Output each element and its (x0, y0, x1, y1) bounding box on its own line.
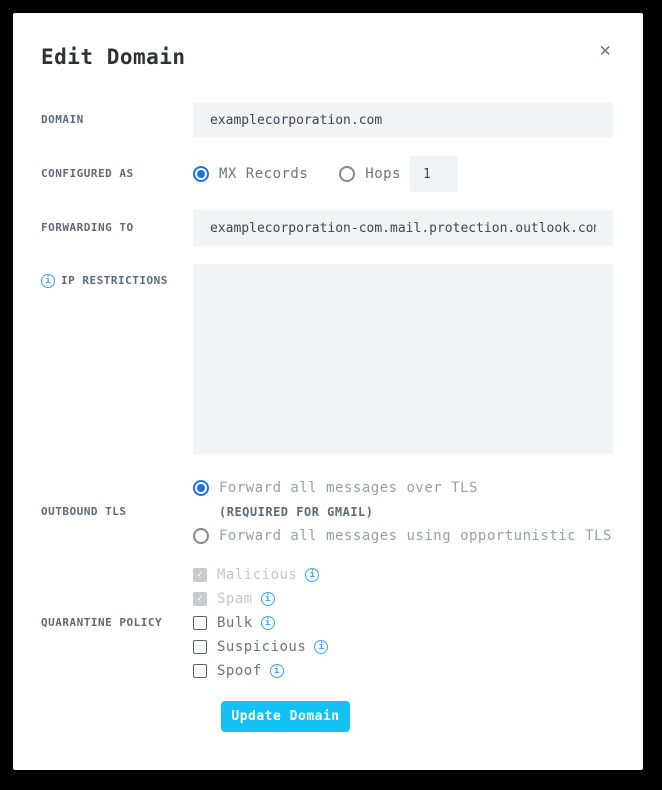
quarantine-option-spoof (193, 659, 613, 683)
info-icon[interactable]: i (261, 592, 275, 606)
actions-row (221, 701, 613, 732)
ip-restrictions-label: IP RESTRICTIONS (61, 274, 168, 287)
quarantine-option-suspicious (193, 635, 613, 659)
tls-option-strict (193, 476, 613, 500)
spam-checkbox-label: Spam (217, 591, 253, 607)
outbound-tls-label: OUTBOUND TLS (41, 505, 127, 518)
malicious-checkbox (193, 568, 207, 582)
tls-option-opportunistic (193, 524, 613, 548)
quarantine-option-bulk (193, 611, 613, 635)
tls-strict-radio-label[interactable]: Forward all messages over TLS (219, 480, 478, 496)
bulk-checkbox-label[interactable]: Bulk (217, 615, 253, 631)
spoof-checkbox-label[interactable]: Spoof (217, 663, 262, 679)
outbound-tls-row (41, 476, 613, 548)
mx-records-radio[interactable] (193, 166, 209, 182)
tls-strict-note: (REQUIRED FOR GMAIL) (219, 505, 374, 519)
quarantine-policy-label: QUARANTINE POLICY (41, 616, 163, 629)
configured-as-row (41, 156, 613, 192)
suspicious-checkbox[interactable] (193, 640, 207, 654)
quarantine-policy-row (41, 563, 613, 683)
mx-records-radio-label[interactable]: MX Records (219, 166, 309, 182)
info-icon[interactable]: i (270, 664, 284, 678)
info-icon[interactable]: i (261, 616, 275, 630)
modal-title: Edit Domain (41, 45, 186, 69)
quarantine-option-spam (193, 587, 613, 611)
spoof-checkbox[interactable] (193, 664, 207, 678)
info-icon[interactable]: i (41, 274, 55, 288)
info-icon[interactable]: i (314, 640, 328, 654)
hops-radio-label[interactable]: Hops (365, 166, 402, 182)
quarantine-option-malicious (193, 563, 613, 587)
close-icon[interactable]: ✕ (599, 39, 611, 61)
hops-radio[interactable] (339, 166, 355, 182)
edit-domain-modal (13, 13, 643, 770)
forwarding-to-label: FORWARDING TO (41, 221, 134, 234)
check-icon: ✓ (196, 569, 204, 580)
check-icon: ✓ (196, 593, 204, 604)
update-domain-button[interactable]: Update Domain (221, 701, 350, 732)
domain-input[interactable] (193, 102, 613, 138)
spam-checkbox (193, 592, 207, 606)
forwarding-to-input[interactable] (193, 210, 613, 246)
suspicious-checkbox-label[interactable]: Suspicious (217, 639, 307, 655)
domain-row (41, 102, 613, 138)
domain-label: DOMAIN (41, 113, 84, 126)
malicious-checkbox-label: Malicious (217, 567, 298, 583)
configured-as-label: CONFIGURED AS (41, 167, 134, 180)
tls-opportunistic-radio[interactable] (193, 528, 209, 544)
modal-header (41, 39, 613, 69)
tls-strict-radio[interactable] (193, 480, 209, 496)
ip-restrictions-textarea[interactable] (193, 264, 613, 454)
hops-input[interactable] (410, 156, 458, 192)
info-icon[interactable]: i (305, 568, 319, 582)
tls-opportunistic-radio-label[interactable]: Forward all messages using opportunistic TLS (219, 528, 612, 544)
ip-restrictions-row (41, 264, 613, 458)
bulk-checkbox[interactable] (193, 616, 207, 630)
forwarding-to-row (41, 210, 613, 246)
